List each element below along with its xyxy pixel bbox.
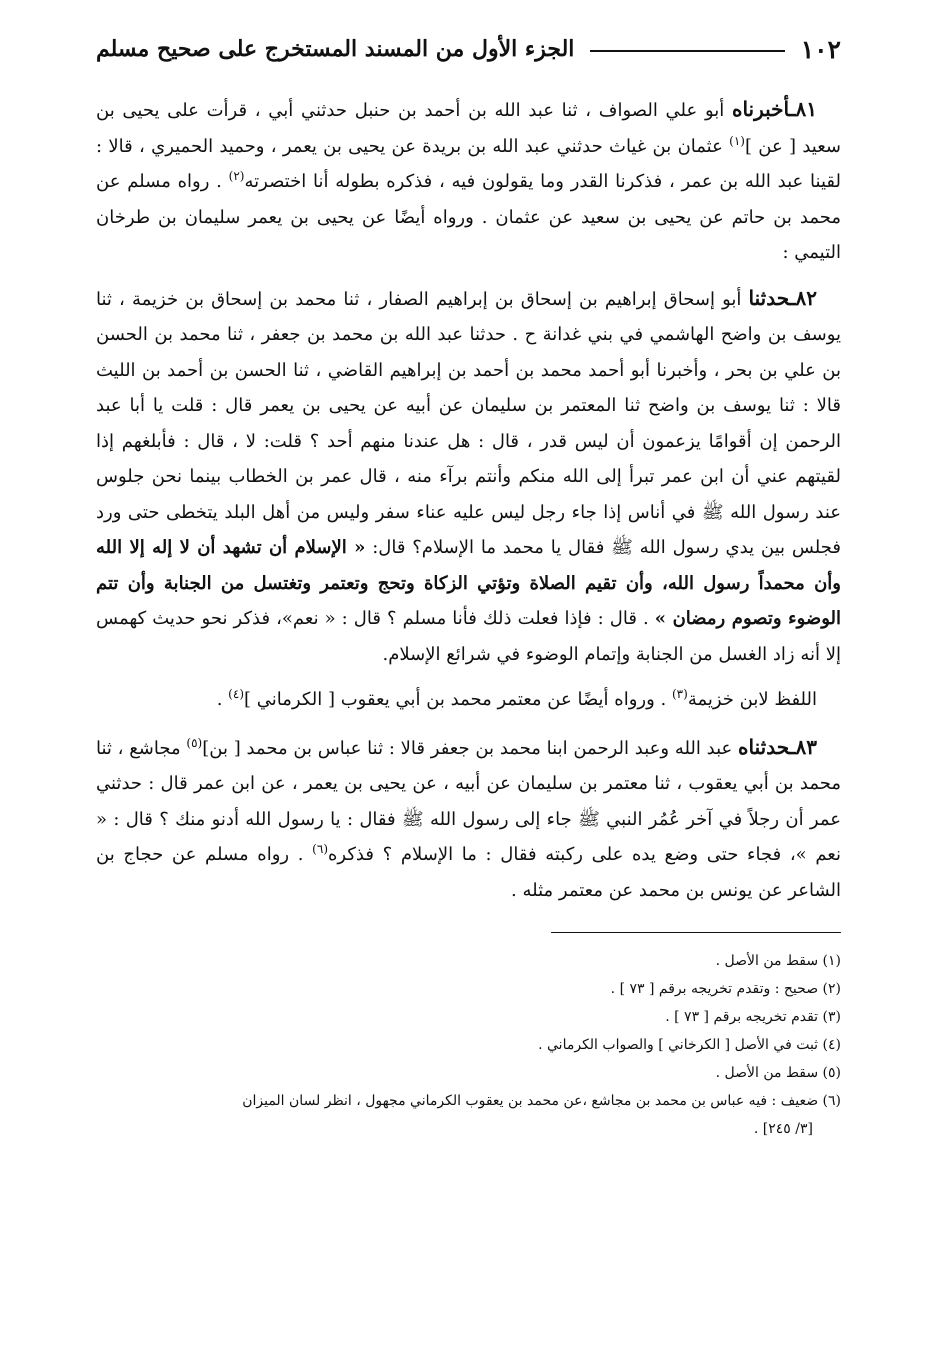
hadith-bold-text: « الإسلام أن تشهد أن لا إله إلا الله وأن محمداً رسول الله، وأن تقيم الصلاة وتؤتي الزكاة وتحج وتعتمر وتغتسل من الجنابة وأن تتم الوضوء وتصوم رمضان » — [96, 537, 841, 629]
note-text: اللفظ لابن خزيمة — [687, 689, 817, 710]
page-header — [96, 28, 841, 70]
hadith-opener: حدثناه — [738, 734, 790, 759]
page-body — [96, 92, 841, 908]
running-title: الجزء الأول من المسند المستخرج على صحيح مسلم — [96, 36, 575, 62]
footnote-separator — [551, 932, 841, 933]
page-number: ١٠٢ — [800, 34, 841, 64]
footnote-item: (٣) تقدم تخريجه برقم [ ٧٣ ] . — [665, 1009, 841, 1025]
footnote-item: (٦) ضعيف : فيه عباس بن محمد بن مجاشع ،عن محمد بن يعقوب الكرماني مجهول ، انظر لسان الميزان — [242, 1093, 841, 1109]
hadith-81 — [96, 92, 841, 271]
footnote-ref: (٦) — [312, 842, 328, 856]
hadith-83 — [96, 730, 841, 909]
hadith-number: ٨٢ـ — [789, 285, 817, 310]
hadith-text: . رواه مسلم عن محمد بن حاتم عن يحيى بن سعيد عن عثمان . ورواه أيضًا عن يحيى بن يعمر سليمان بن طرخان التيمي : — [96, 171, 841, 263]
book-page — [96, 28, 841, 1143]
footnotes — [96, 947, 841, 1143]
footnote-item: (٤) ثبت في الأصل [ الكرخاني ] والصواب الكرماني . — [538, 1037, 841, 1053]
hadith-text: أبو إسحاق إبراهيم بن إسحاق بن إبراهيم الصفار ، ثنا محمد بن إسحاق بن خزيمة ، ثنا يوسف بن واضح الهاشمي في بني غدانة ح . حدثنا عبد الله بن محمد بن جعفر ، ثنا محمد بن الحسن بن علي بن بحر ، وأخبرنا أبو أحمد محمد بن أحمد بن إبراهيم القاضي ، ثنا الحسن بن أحمد بن الليث قالا : ثنا يوسف بن واضح ثنا المعتمر بن سليمان عن أبيه عن يحيى بن يعمر قال : قلت يا أبا عبد الرحمن إن أقوامًا يزعمون أن ليس قدر ، قال : هل عندنا منهم أحد ؟ قلت: لا ، قال : فأبلغهم إذا لقيتهم عني أن ابن عمر تبرأ إلى الله منكم وأنتم برآء منه ، قال عمر بن الخطاب بينما نحن جلوس عند رسول الله ﷺ في أناس إذا جاء رجل ليس عليه عناء سفر وليس من أهل البلد يتخطى حتى ورد فجلس بين يدي رسول الله ﷺ فقال يا محمد ما الإسلام؟ قال: — [96, 288, 841, 558]
hadith-text: . رواه مسلم عن حجاج بن الشاعر عن يونس بن محمد عن معتمر مثله . — [96, 844, 841, 901]
note-text: . ورواه أيضًا عن معتمر محمد بن أبي يعقوب [ الكرماني ] — [244, 689, 667, 710]
header-rule — [590, 50, 784, 52]
hadith-text: . قال : فإذا فعلت ذلك فأنا مسلم ؟ قال : « نعم»، فذكر نحو حديث كهمس إلا أنه زاد الغسل من الجنابة وإتمام الوضوء في شرائع الإسلام. — [96, 608, 841, 665]
footnote-ref: (٢) — [228, 169, 245, 183]
hadith-text: عبد الله وعبد الرحمن ابنا محمد بن جعفر قالا : ثنا عباس بن محمد [ بن] — [202, 737, 733, 759]
footnote-continuation: [٣/ ٢٤٥] . — [753, 1121, 813, 1137]
hadith-text: مجاشع ، ثنا محمد بن أبي يعقوب ، ثنا معتمر بن سليمان عن أبيه ، عن يحيى بن يعمر ، عن ابن عمر قال : حدثني عمر أن رجلاً في آخر عُمُر النبي ﷺ جاء إلى رسول الله ﷺ فقال : يا رسول الله أدنو منك ؟ قال : « نعم »، فجاء حتى وضع يده على ركبته فقال : ما الإسلام ؟ فذكره — [96, 737, 841, 865]
footnote-ref: (١) — [729, 133, 745, 148]
hadith-number: ٨٣ـ — [789, 734, 817, 759]
hadith-opener: حدثنا — [748, 285, 790, 310]
footnote-item: (١) سقط من الأصل . — [715, 953, 841, 969]
hadith-text: أبو علي الصواف ، ثنا عبد الله بن أحمد بن حنبل حدثني أبي ، قرأت على يحيى بن سعيد [ عن ] — [96, 100, 841, 157]
hadith-opener: أخبرناه — [731, 97, 790, 121]
hadith-text: عثمان بن غياث حدثني عبد الله بن بريدة عن يحيى بن يعمر ، وحميد الحميري ، قالا : لقينا عبد الله بن عمر ، فذكرنا القدر وما يقولون فيه ، فذكره بطوله أنا اختصرته — [96, 135, 841, 192]
attribution-note — [96, 682, 841, 718]
footnote-item: (٢) صحيح : وتقدم تخريجه برقم [ ٧٣ ] . — [610, 981, 841, 997]
hadith-number: ٨١ـ — [789, 97, 817, 121]
hadith-82 — [96, 281, 841, 673]
footnote-ref: (٤) — [228, 687, 244, 701]
footnote-ref: (٥) — [186, 735, 203, 750]
note-text: . — [216, 689, 223, 710]
footnote-item: (٥) سقط من الأصل . — [715, 1065, 841, 1081]
footnote-ref: (٣) — [671, 687, 688, 701]
